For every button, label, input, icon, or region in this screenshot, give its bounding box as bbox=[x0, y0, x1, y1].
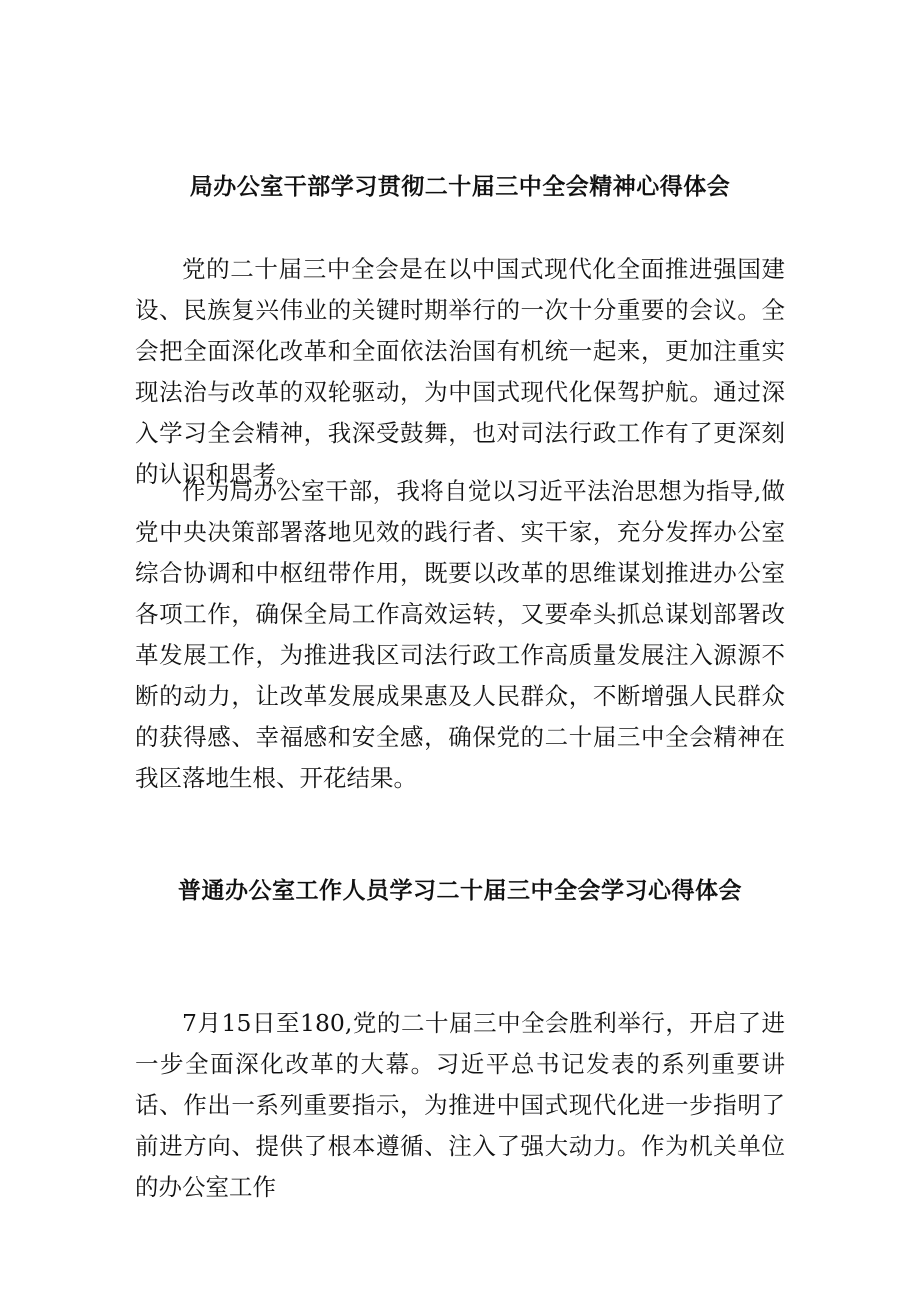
paragraph-3: 7月15日至180,党的二十届三中全会胜利举行，开启了进一步全面深化改革的大幕。习近平总书记发表的系列重要讲话、作出一系列重要指示，为推进中国式现代化进一步指明了前进方向、提供了根本遵循、注入了强大动力。作为机关单位的办公室工作 bbox=[135, 1009, 785, 1201]
paragraph-1: 党的二十届三中全会是在以中国式现代化全面推进强国建设、民族复兴伟业的关键时期举行的一次十分重要的会议。全会把全面深化改革和全面依法治国有机统一起来，更加注重实现法治与改革的双轮驱动，为中国式现代化保驾护航。通过深入学习全会精神，我深受鼓舞，也对司法行政工作有了更深刻的认识和思考。 bbox=[135, 255, 785, 488]
section-title-2: 普通办公室工作人员学习二十届三中全会学习心得体会 bbox=[178, 878, 742, 904]
paragraph-2: 作为局办公室干部，我将自觉以习近平法治思想为指导,做党中央决策部署落地见效的践行者、实干家，充分发挥办公室综合协调和中枢纽带作用，既要以改革的思维谋划推进办公室各项工作，确保全局工作高效运转，又要牵头抓总谋划部署改革发展工作，为推进我区司法行政工作高质量发展注入源源不断的动力，让改革发展成果惠及人民群众，不断增强人民群众的获得感、幸福感和安全感，确保党的二十届三中全会精神在我区落地生根、开花结果。 bbox=[135, 477, 785, 792]
section-title-1: 局办公室干部学习贯彻二十届三中全会精神心得体会 bbox=[189, 174, 731, 200]
